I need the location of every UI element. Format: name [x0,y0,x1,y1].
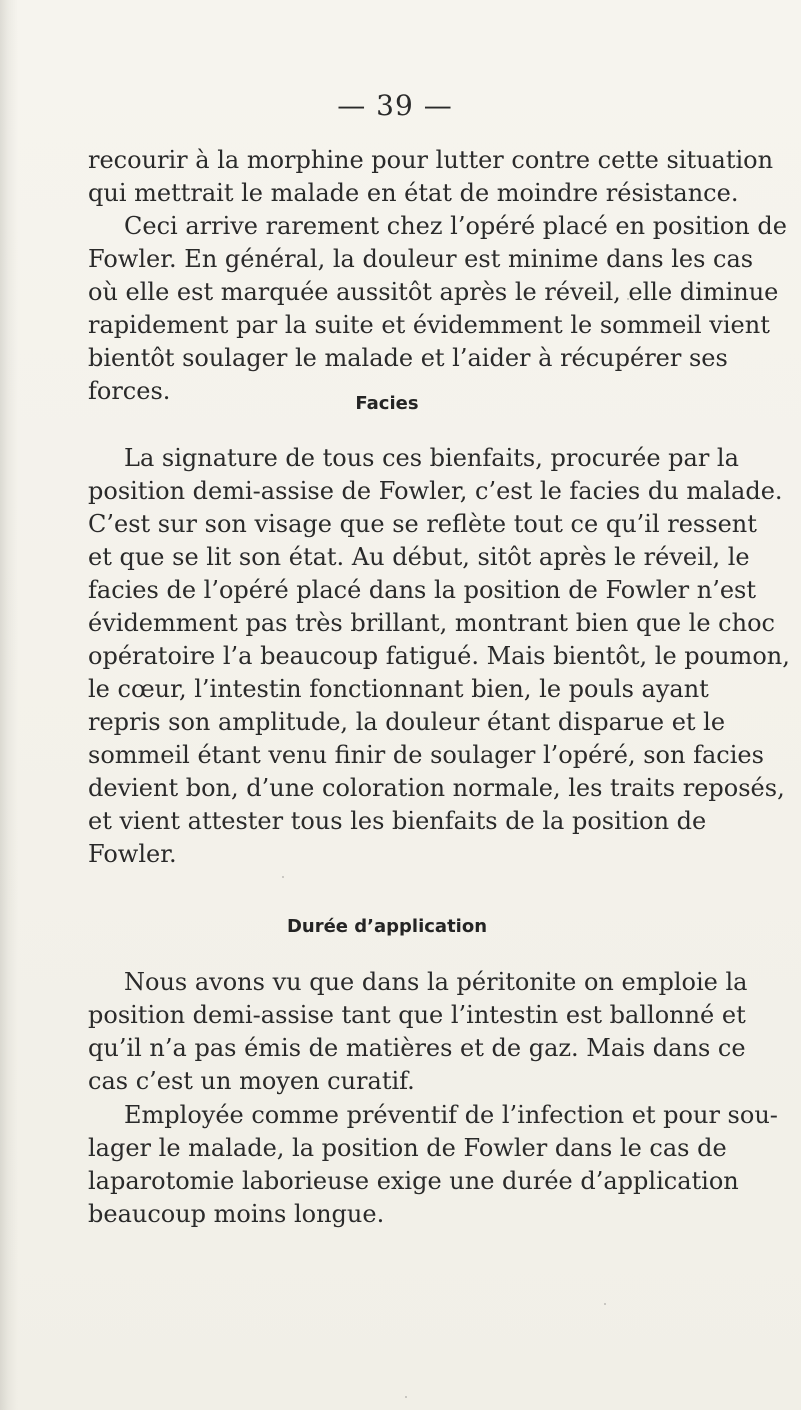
text-line: Fowler. [88,840,177,868]
text-line: lager le malade, la position de Fowler dans le cas de [88,1134,727,1162]
text-line: C’est sur son visage que se reflète tout ce qu’il ressent [88,510,757,538]
paper-speck [405,1396,407,1398]
text-line: position demi-assise tant que l’intestin est ballonné et [88,1001,746,1029]
text-line: facies de l’opéré placé dans la position de Fowler n’est [88,576,757,604]
text-line: devient bon, d’une coloration normale, les traits reposés, [88,774,785,802]
text-line: et que se lit son état. Au début, sitôt après le réveil, le [88,543,750,571]
text-line: où elle est marquée aussitôt après le réveil, elle diminue [88,278,779,306]
paper-speck [282,876,284,878]
text-line: forces. [88,377,171,405]
text-line: qui mettrait le malade en état de moindre résistance. [88,179,739,207]
paper-speck [627,298,629,300]
paragraph-peritonite [88,966,748,1098]
text-line: Ceci arrive rarement chez l’opéré placé en position de [124,212,787,240]
paragraph-continuation [88,144,774,210]
text-line: La signature de tous ces bienfaits, procurée par la [124,444,739,472]
text-line: le cœur, l’intestin fonctionnant bien, le pouls ayant [88,675,709,703]
text-line: position demi-assise de Fowler, c’est le facies du malade. [88,477,783,505]
paper-speck [604,1303,606,1305]
text-line: recourir à la morphine pour lutter contre cette situation [88,146,774,174]
section-heading-facies: Facies [355,393,419,414]
text-line: sommeil étant venu finir de soulager l’opéré, son facies [88,741,764,769]
paragraph-facies [88,442,790,871]
text-line: opératoire l’a beaucoup fatigué. Mais bientôt, le poumon, [88,642,790,670]
text-line: laparotomie laborieuse exige une durée d’application [88,1167,739,1195]
section-heading-duree: Durée d’application [286,916,488,937]
text-line: qu’il n’a pas émis de matières et de gaz. Mais dans ce [88,1034,746,1062]
text-line: et vient attester tous les bienfaits de la position de [88,807,707,835]
text-line: évidemment pas très brillant, montrant bien que le choc [88,609,775,637]
text-line: rapidement par la suite et évidemment le sommeil vient [88,311,770,339]
text-line: Nous avons vu que dans la péritonite on emploie la [124,968,748,996]
paragraph-douleur [88,210,787,408]
text-line: Employée comme préventif de l’infection et pour sou- [124,1101,778,1129]
text-line: cas c’est un moyen curatif. [88,1067,415,1095]
page-number: — 39 — [337,89,453,122]
text-line: beaucoup moins longue. [88,1200,385,1228]
text-line: bientôt soulager le malade et l’aider à récupérer ses [88,344,728,372]
paragraph-preventif [88,1099,778,1231]
text-line: Fowler. En général, la douleur est minime dans les cas [88,245,754,273]
text-line: repris son amplitude, la douleur étant disparue et le [88,708,726,736]
